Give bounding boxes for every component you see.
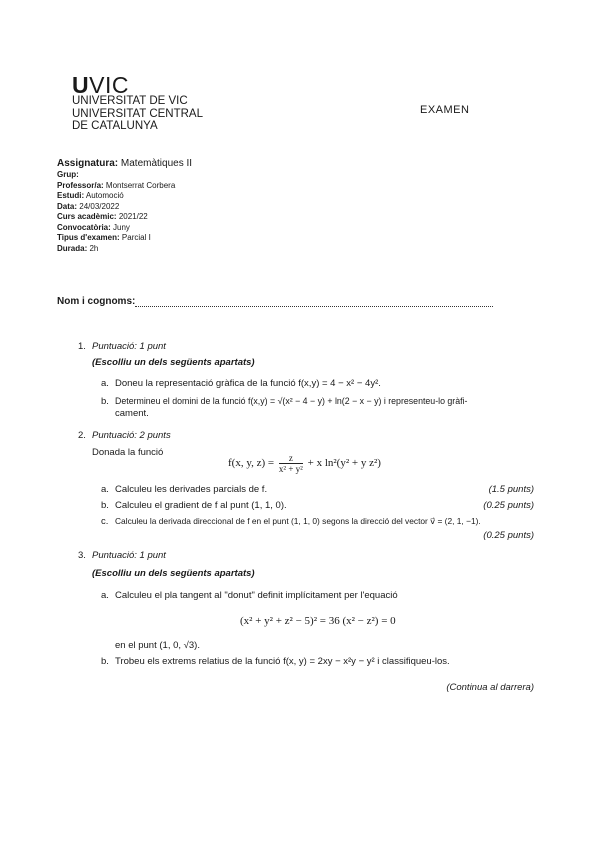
university-line: DE CATALUNYA	[72, 120, 158, 132]
q3-formula: (x² + y² + z² − 5)² = 36 (x² − z²) = 0	[240, 615, 396, 627]
q2-a-points: (1.5 punts)	[488, 484, 534, 495]
logo-vic: VIC	[89, 72, 129, 98]
q2-intro: Donada la funció	[92, 447, 164, 458]
q2-formula-numerator: z	[279, 453, 303, 464]
q3-number: 3.	[78, 550, 86, 561]
q3-choose: (Escolliu un dels següents apartats)	[92, 568, 255, 579]
q2-b-text: Calculeu el gradient de f al punt (1, 1, 0).	[115, 500, 287, 511]
q1-a-text: Doneu la representació gràfica de la funció f(x,y) = 4 − x² − 4y².	[115, 378, 381, 389]
q3-a-point: en el punt (1, 0, √3).	[115, 640, 200, 651]
q1-choose: (Escolliu un dels següents apartats)	[92, 357, 255, 368]
q1-b-text: Determineu el domini de la funció f(x,y) = √(x² − 4 − y) + ln(2 − x − y) i representeu-lo gràfi-	[115, 396, 468, 406]
name-label: Nom i cognoms:	[57, 296, 136, 307]
university-name	[72, 95, 203, 133]
q1-b-text-cont: cament.	[115, 408, 149, 419]
q2-b-points: (0.25 punts)	[483, 500, 534, 511]
q1-points: Puntuació: 1 punt	[92, 341, 166, 352]
q1-a-label: a.	[101, 378, 109, 389]
university-line: UNIVERSITAT DE VIC	[72, 95, 188, 107]
q2-formula-lhs: f(x, y, z) =	[228, 457, 275, 470]
q2-formula-denominator: x² + y²	[278, 464, 303, 474]
meta-row-group: Grup:	[57, 170, 79, 179]
q2-a-text: Calculeu les derivades parcials de f.	[115, 484, 268, 495]
exam-title: EXAMEN	[420, 104, 470, 116]
logo-u: U	[72, 72, 90, 98]
q2-a-label: a.	[101, 484, 109, 495]
exam-metadata	[57, 157, 192, 254]
meta-row-duration: Durada: 2h	[57, 243, 99, 253]
q3-a-text: Calculeu el pla tangent al "donut" definit implícitament per l'equació	[115, 590, 398, 601]
q1-b-label: b.	[101, 396, 109, 407]
continue-note: (Continua al darrera)	[446, 682, 534, 693]
q2-c-points: (0.25 punts)	[483, 530, 534, 541]
q2-b-label: b.	[101, 500, 109, 511]
q3-b-text: Trobeu els extrems relatius de la funció f(x, y) = 2xy − x²y − y² i classifiqueu-los.	[115, 656, 450, 667]
meta-row-exam-type: Tipus d'examen: Parcial I	[57, 233, 151, 242]
meta-row-course: Curs acadèmic: 2021/22	[57, 212, 148, 221]
meta-row-study: Estudi: Automoció	[57, 191, 124, 200]
q3-points: Puntuació: 1 punt	[92, 550, 166, 561]
meta-row-date: Data: 24/03/2022	[57, 201, 120, 211]
meta-row-professor: Professor/a: Montserrat Corbera	[57, 180, 176, 190]
q1-number: 1.	[78, 341, 86, 352]
q2-number: 2.	[78, 430, 86, 441]
q3-b-label: b.	[101, 656, 109, 667]
q2-c-label: c.	[101, 516, 109, 527]
q2-points: Puntuació: 2 punts	[92, 430, 171, 441]
q2-formula-rest: + x ln²(y² + y z²)	[307, 457, 381, 470]
q2-formula-fraction	[279, 453, 303, 474]
q3-a-label: a.	[101, 590, 109, 601]
q2-formula	[228, 453, 381, 474]
university-line: UNIVERSITAT CENTRAL	[72, 107, 203, 120]
meta-row-session: Convocatòria: Juny	[57, 222, 130, 232]
q2-c-text: Calculeu la derivada direccional de f en el punt (1, 1, 0) segons la direcció del vector v⃗ = (2, 1, −1).	[115, 516, 481, 526]
meta-row-subject: Assignatura: Matemàtiques II	[57, 158, 193, 169]
name-field[interactable]	[135, 300, 493, 307]
